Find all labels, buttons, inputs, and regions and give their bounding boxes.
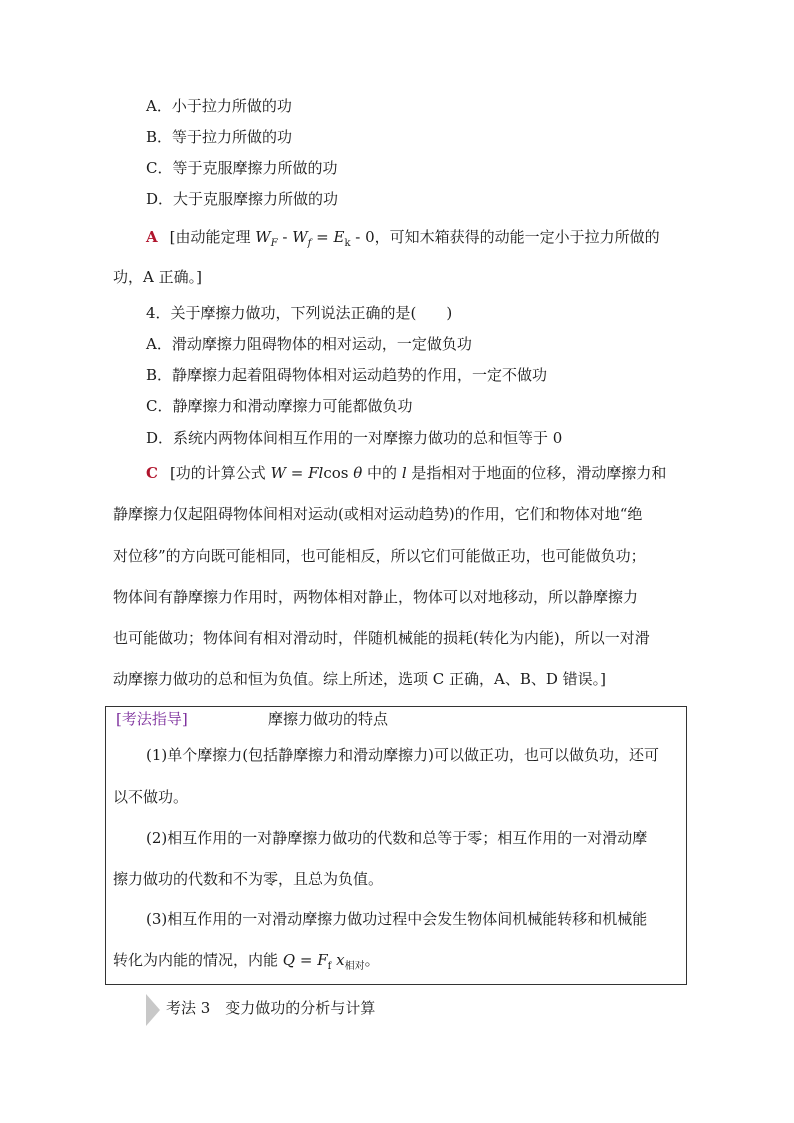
formula-subscript: f bbox=[327, 961, 332, 972]
answer-q4-line2: 静摩擦力仅起阻碍物体间相对运动(或相对运动趋势)的作用，它们和物体对地“绝 bbox=[113, 505, 643, 523]
section-arrow-icon bbox=[146, 994, 160, 1026]
guide-p3-line2 bbox=[113, 950, 380, 977]
option-c: C．静摩擦力和滑动摩擦力可能都做负功 bbox=[146, 397, 413, 415]
answer-letter: A bbox=[146, 228, 158, 246]
answer-text: [由动能定理 bbox=[169, 228, 256, 246]
formula-symbol: l bbox=[401, 464, 407, 482]
formula-operator: = bbox=[295, 951, 318, 969]
option-c: C．等于克服摩擦力所做的功 bbox=[146, 159, 338, 177]
formula-operator: = bbox=[311, 228, 334, 246]
guide-tag: [考法指导] bbox=[116, 710, 188, 728]
answer-q4-line4: 物体间有静摩擦力作用时，两物体相对静止，物体可以对地移动，所以静摩擦力 bbox=[113, 588, 639, 606]
answer-text: 是指相对于地面的位移，滑动摩擦力和 bbox=[406, 464, 667, 482]
formula-symbol: θ bbox=[353, 464, 363, 482]
answer-text: 中的 bbox=[362, 464, 402, 482]
formula-function: cos bbox=[323, 464, 354, 482]
option-b: B．静摩擦力起着阻碍物体相对运动趋势的作用，一定不做功 bbox=[146, 366, 548, 384]
formula-subscript: k bbox=[344, 238, 351, 249]
option-a: A．滑动摩擦力阻碍物体的相对运动，一定做负功 bbox=[146, 335, 472, 353]
formula-symbol: F bbox=[317, 951, 328, 969]
option-d: D．系统内两物体间相互作用的一对摩擦力做功的总和恒等于 0 bbox=[146, 429, 563, 447]
option-b: B．等于拉力所做的功 bbox=[146, 128, 293, 146]
guide-text: 。 bbox=[364, 951, 380, 969]
formula-subscript: F bbox=[270, 238, 278, 249]
guide-p2-line1: (2)相互作用的一对静摩擦力做功的代数和总等于零；相互作用的一对滑动摩 bbox=[146, 829, 648, 847]
answer-q4-line3: 对位移”的方向既可能相同，也可能相反，所以它们可能做正功，也可能做负功； bbox=[113, 547, 646, 565]
formula-symbol: Q bbox=[282, 951, 296, 969]
formula-symbol: W bbox=[270, 464, 286, 482]
guide-p2-line2: 擦力做功的代数和不为零，且总为负值。 bbox=[113, 870, 384, 888]
answer-q3-line2: 功，A 正确。] bbox=[113, 268, 202, 286]
formula-symbol: W bbox=[255, 228, 271, 246]
section-heading: 考法 3 变力做功的分析与计算 bbox=[166, 999, 376, 1017]
guide-p1-line1: (1)单个摩擦力(包括静摩擦力和滑动摩擦力)可以做正功，也可以做负功，还可 bbox=[146, 746, 659, 764]
guide-p1-line2: 以不做功。 bbox=[113, 788, 189, 806]
answer-q4-line6: 动摩擦力做功的总和恒为负值。综上所述，选项 C 正确，A、B、D 错误。] bbox=[113, 670, 607, 688]
answer-q4-line1 bbox=[146, 463, 666, 483]
formula-symbol: E bbox=[333, 228, 345, 246]
option-a: A．小于拉力所做的功 bbox=[146, 97, 292, 115]
guide-header bbox=[116, 709, 188, 729]
formula-operator: = bbox=[286, 464, 309, 482]
formula-subscript: 相对 bbox=[344, 961, 365, 972]
answer-q3-line1 bbox=[146, 227, 660, 254]
formula-symbol: Fl bbox=[308, 464, 324, 482]
option-d: D．大于克服摩擦力所做的功 bbox=[146, 190, 339, 208]
answer-letter: C bbox=[146, 464, 158, 482]
guide-p3-line1: (3)相互作用的一对滑动摩擦力做功过程中会发生物体间机械能转移和机械能 bbox=[146, 910, 648, 928]
answer-q4-line5: 也可能做功；物体间有相对滑动时，伴随机械能的损耗(转化为内能)，所以一对滑 bbox=[113, 629, 650, 647]
answer-text: - 0，可知木箱获得的动能一定小于拉力所做的 bbox=[350, 228, 660, 246]
formula-symbol: W bbox=[292, 228, 308, 246]
guide-title: 摩擦力做功的特点 bbox=[268, 710, 389, 728]
formula-operator: - bbox=[277, 228, 293, 246]
question-stem: 4．关于摩擦力做功，下列说法正确的是( ) bbox=[146, 304, 453, 322]
formula-subscript: f bbox=[307, 238, 312, 249]
answer-text: [功的计算公式 bbox=[169, 464, 271, 482]
guide-text: 转化为内能的情况，内能 bbox=[113, 951, 283, 969]
formula-symbol: x bbox=[336, 951, 345, 969]
